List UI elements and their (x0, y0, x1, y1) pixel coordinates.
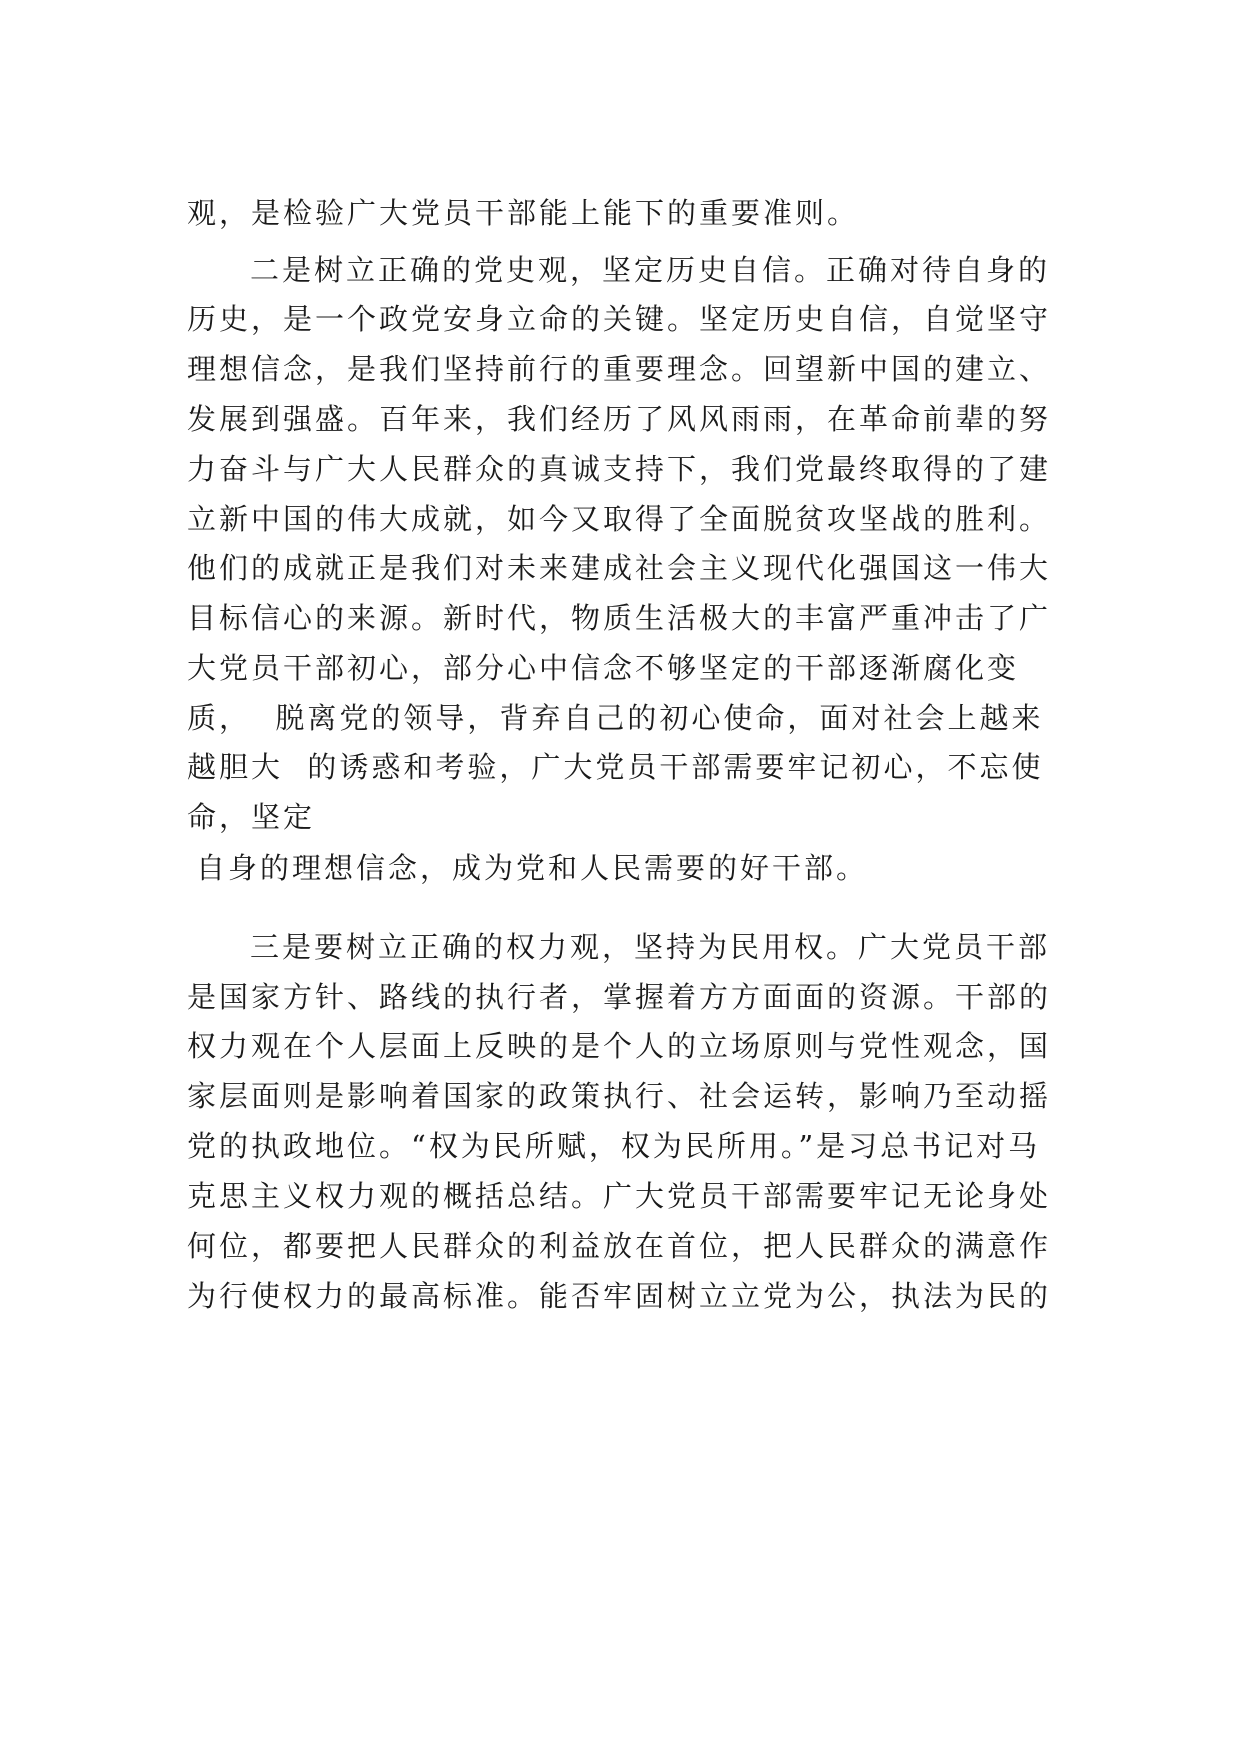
text-line: 目标信心的来源。新时代，物质生活极大的丰富严重冲击了广 (187, 601, 1052, 635)
text-line: 立新中国的伟大成就，如今又取得了全面脱贫攻坚战的胜利。 (187, 502, 1052, 536)
text-line: 他们的成就正是我们对未来建成社会主义现代化强国这一伟大 (187, 551, 1052, 585)
text-line: 命，坚定 (187, 800, 316, 834)
text-line: 大党员干部初心，部分心中信念不够坚定的干部逐渐腐化变 (187, 651, 1020, 685)
paragraph-start-line: 三是要树立正确的权力观，坚持为民用权。广大党员干部 (250, 930, 1051, 964)
text-line: 历史，是一个政党安身立命的关键。坚定历史自信，自觉坚守 (187, 302, 1052, 336)
text-line: 党的执政地位。“权为民所赋，权为民所用。”是习总书记对马 (187, 1129, 1041, 1163)
text-line: 理想信念，是我们坚持前行的重要理念。回望新中国的建立、 (187, 352, 1052, 386)
text-line: 质， 脱离党的领导，背弃自己的初心使命，面对社会上越来 (187, 701, 1044, 735)
text-line: 克思主义权力观的概括总结。广大党员干部需要牢记无论身处 (187, 1179, 1052, 1213)
text-line: 发展到强盛。百年来，我们经历了风风雨雨，在革命前辈的努 (187, 402, 1052, 436)
text-line: 何位，都要把人民群众的利益放在首位，把人民群众的满意作 (187, 1229, 1052, 1263)
text-line: 自身的理想信念，成为党和人民需要的好干部。 (196, 851, 869, 885)
paragraph-start-line: 二是树立正确的党史观，坚定历史自信。正确对待自身的 (250, 253, 1051, 287)
text-line: 为行使权力的最高标准。能否牢固树立立党为公，执法为民的 (187, 1279, 1052, 1313)
text-line: 力奋斗与广大人民群众的真诚支持下，我们党最终取得的了建 (187, 452, 1052, 486)
text-line: 是国家方针、路线的执行者，掌握着方方面面的资源。干部的 (187, 980, 1052, 1014)
text-line: 家层面则是影响着国家的政策执行、社会运转，影响乃至动摇 (187, 1079, 1052, 1113)
text-line: 权力观在个人层面上反映的是个人的立场原则与党性观念，国 (187, 1029, 1052, 1063)
text-line: 观，是检验广大党员干部能上能下的重要准则。 (187, 196, 860, 230)
text-line: 越胆大 的诱惑和考验，广大党员干部需要牢记初心，不忘使 (187, 750, 1044, 784)
